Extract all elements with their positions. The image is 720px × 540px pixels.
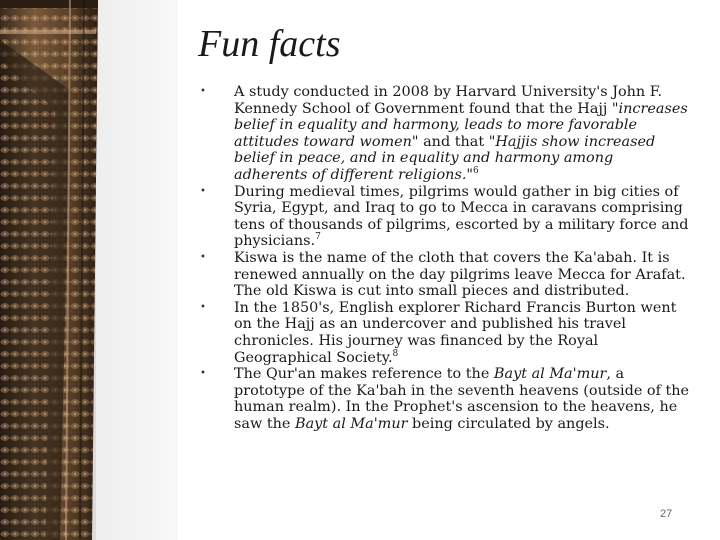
list-item [196, 84, 690, 184]
fact-text: During medieval times, pilgrims would gather in big cities of Syria, Egypt, and Iraq to go to Mecca in caravans comprising tens of thousands of pilgrims, escorted by a military force and physicians.$^7$ [234, 183, 689, 250]
bullet-icon: • [200, 301, 206, 313]
bullet-icon: • [200, 251, 206, 263]
fact-text: A study conducted in 2008 by Harvard University's John F. Kennedy School of Government found that the Hajj "increases belief in equality and harmony, leads to more favorable attitudes toward women" and that "Hajjis show increased belief in peace, and in equality and harmony among adherents of different religions."$^6$ [234, 84, 688, 183]
bullet-icon: • [200, 86, 206, 97]
fact-list [196, 84, 690, 432]
footnote-ref: 8 [392, 348, 399, 359]
bullet-icon: • [200, 368, 206, 380]
list-item [196, 250, 690, 300]
page-title: Fun facts [198, 23, 341, 65]
page-number: 27 [660, 508, 673, 520]
bullet-icon: • [200, 185, 206, 197]
fact-text: In the 1850's, English explorer Richard Francis Burton went on the Hajj as an undercover and published his travel chronicles. His journey was financed by the Royal Geographical Society.$^8$ [234, 299, 677, 366]
footnote-ref: 7 [315, 232, 321, 243]
fact-text: The Qur'an makes reference to the Bayt al Ma'mur, a prototype of the Ka'bah in the seventh heavens (outside of the human realm). In the Prophet's ascension to the heavens, he saw the Bayt al Ma'mur being circulated by angels. [234, 366, 690, 432]
footnote-ref: 6 [473, 166, 479, 177]
list-item [196, 300, 690, 366]
list-item [196, 184, 690, 250]
mosque-minaret-image [0, 0, 178, 540]
fact-text: Kiswa is the name of the cloth that covers the Ka'abah. It is renewed annually on the day pilgrims leave Mecca for Arafat. The old Kiswa is cut into small pieces and distributed. [234, 249, 686, 300]
list-item [196, 366, 690, 432]
